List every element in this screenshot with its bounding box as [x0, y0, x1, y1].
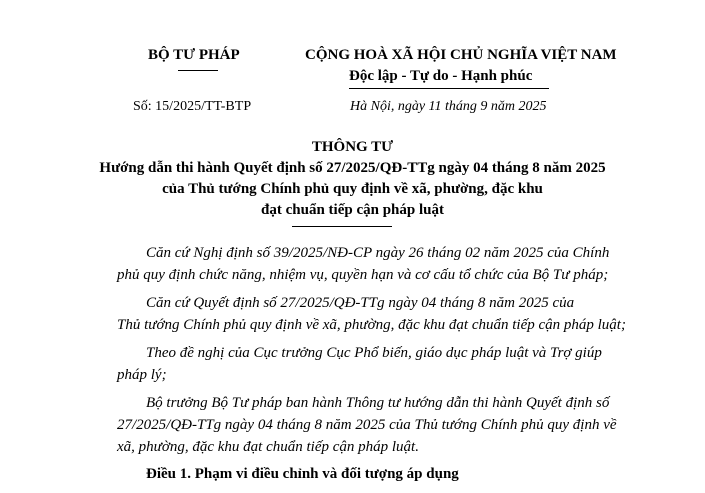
- document-title-line-1: Hướng dẫn thi hành Quyết định số 27/2025/QĐ-TTg ngày 04 tháng 8 năm 2025: [99, 160, 606, 176]
- place-and-date: Hà Nội, ngày 11 tháng 9 năm 2025: [350, 99, 547, 114]
- preamble-1-line-1: Căn cứ Nghị định số 39/2025/NĐ-CP ngày 26 tháng 02 năm 2025 của Chính: [146, 245, 610, 261]
- motto-underline: [349, 88, 549, 89]
- national-name: CỘNG HOÀ XÃ HỘI CHỦ NGHĨA VIỆT NAM: [305, 47, 617, 63]
- issuing-agency: BỘ TƯ PHÁP: [148, 47, 240, 63]
- document-title-line-2: của Thủ tướng Chính phủ quy định về xã, phường, đặc khu: [162, 181, 543, 197]
- preamble-2-line-2: Thủ tướng Chính phủ quy định về xã, phường, đặc khu đạt chuẩn tiếp cận pháp luật;: [117, 317, 626, 333]
- preamble-4-line-3: xã, phường, đặc khu đạt chuẩn tiếp cận pháp luật.: [117, 439, 419, 455]
- preamble-3-line-2: pháp lý;: [117, 367, 167, 383]
- document-number: Số: 15/2025/TT-BTP: [133, 99, 252, 114]
- preamble-2-line-1: Căn cứ Quyết định số 27/2025/QĐ-TTg ngày 04 tháng 8 năm 2025 của: [146, 295, 575, 311]
- document-title-line-3: đạt chuẩn tiếp cận pháp luật: [261, 202, 444, 218]
- article-1-heading: Điều 1. Phạm vi điều chỉnh và đối tượng áp dụng: [146, 466, 459, 482]
- preamble-4-line-1: Bộ trưởng Bộ Tư pháp ban hành Thông tư hướng dẫn thi hành Quyết định số: [146, 395, 610, 411]
- national-motto: Độc lập - Tự do - Hạnh phúc: [349, 68, 533, 84]
- preamble-4-line-2: 27/2025/QĐ-TTg ngày 04 tháng 8 năm 2025 của Thủ tướng Chính phủ quy định về: [117, 417, 617, 433]
- document-type: THÔNG TƯ: [311, 139, 394, 155]
- issuer-underline: [178, 70, 218, 71]
- preamble-1-line-2: phủ quy định chức năng, nhiệm vụ, quyền hạn và cơ cấu tổ chức của Bộ Tư pháp;: [117, 267, 609, 283]
- title-underline: [292, 226, 392, 227]
- preamble-3-line-1: Theo đề nghị của Cục trưởng Cục Phổ biến, giáo dục pháp luật và Trợ giúp: [146, 345, 602, 361]
